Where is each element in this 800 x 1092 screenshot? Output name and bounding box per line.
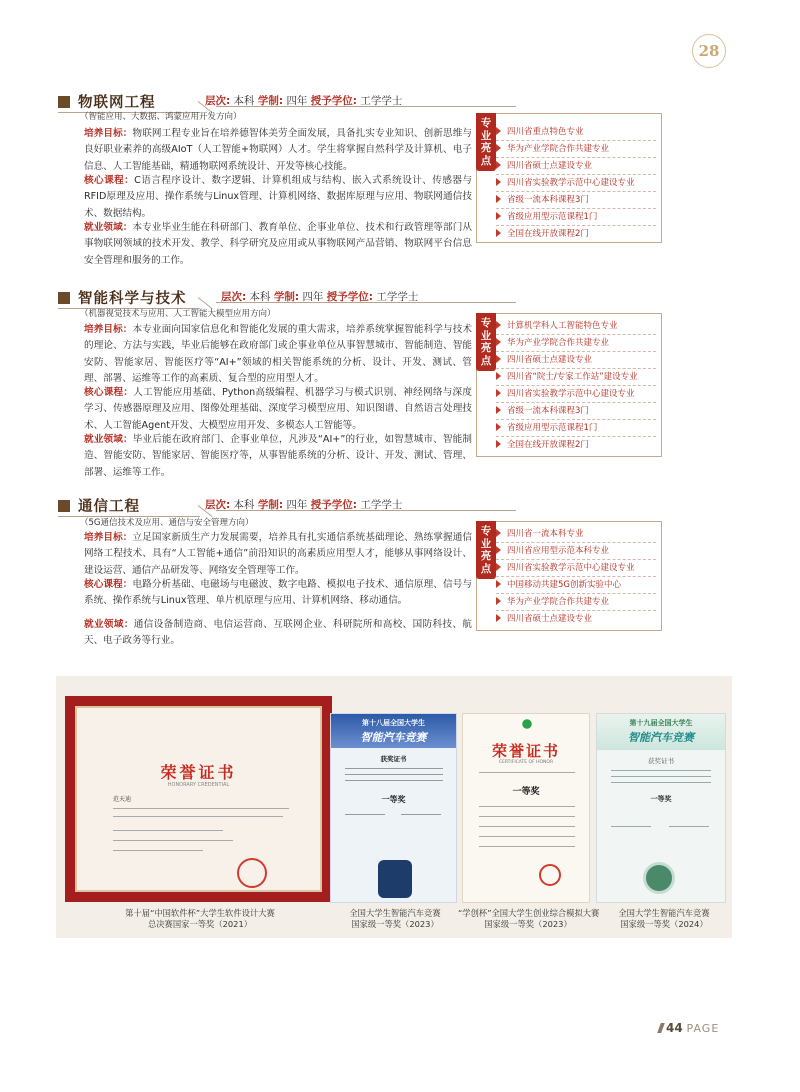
certificate-subtitle: CERTIFICATE OF HONOR (498, 760, 554, 765)
arrow-right-icon (496, 229, 501, 237)
text-line (611, 826, 651, 827)
arrow-right-icon (496, 580, 501, 588)
divider (496, 402, 656, 403)
caption-smart-car-2024: 全国大学生智能汽车竞赛 国家级一等奖（2024） (618, 908, 710, 929)
highlight-item: 全国在线开放课程2门 (496, 438, 589, 451)
arrow-right-icon (496, 195, 501, 203)
highlight-item: 中国移动共建5G创新实验中心 (496, 578, 621, 591)
text-line (479, 806, 575, 807)
highlight-item: 四川省硕士点建设专业 (496, 159, 592, 172)
title-square-icon (58, 96, 70, 108)
logo-mark (513, 718, 541, 730)
arrow-right-icon (496, 529, 501, 537)
certificate-emblem (378, 860, 412, 898)
highlight-item: 四川省一流本科专业 (496, 527, 584, 540)
arrow-right-icon (496, 212, 501, 220)
certificate-recipient: 范天迪 (113, 796, 132, 803)
arrow-right-icon (496, 423, 501, 431)
highlight-item: 四川省“院士/专家工作站”建设专业 (496, 370, 638, 383)
page-marker-icon (657, 1023, 665, 1033)
certificate-line1: 第十八届全国大学生 (362, 719, 425, 727)
arrow-right-icon (496, 389, 501, 397)
text-line (345, 774, 443, 775)
divider (496, 140, 656, 141)
text-line (113, 850, 203, 851)
arrow-right-icon (496, 440, 501, 448)
certificate-prize: 一等奖 (650, 795, 672, 803)
arrow-right-icon (496, 372, 501, 380)
divider (496, 610, 656, 611)
certificate-emblem (643, 862, 675, 894)
highlight-item: 省级一流本科课程3门 (496, 193, 589, 206)
para-courses: 核心课程：人工智能应用基础、Python高级编程、机器学习与模式识别、神经网络与深度学习、传感器原理及应用、图像处理基础、深度学习模型应用、知识图谱、自然语言处理技术、人工智能Agent开发、大模型应用开发、多模态人工智能等。 (84, 387, 473, 431)
certificate-line1: 第十九届全国大学生 (629, 719, 693, 727)
arrow-right-icon (496, 597, 501, 605)
certificate-photo-xuechuang (462, 713, 590, 903)
text-line (479, 846, 575, 847)
highlight-item: 省级应用型示范课程1门 (496, 421, 597, 434)
section-direction: （5G通信技术及应用、通信与安全管理方向） (80, 518, 254, 528)
certificate-photo-smart-car-2023 (330, 713, 457, 903)
divider (496, 174, 656, 175)
section-title: 物联网工程 (78, 95, 156, 111)
highlight-item: 四川省应用型示范本科专业 (496, 544, 609, 557)
text-line (113, 830, 223, 831)
title-square-icon (58, 500, 70, 512)
highlight-item: 四川省硕士点建设专业 (496, 612, 592, 625)
certificate-photo-smart-car-2024 (596, 713, 726, 903)
divider (496, 225, 656, 226)
para-goal: 培养目标：本专业面向国家信息化和智能化发展的重大需求，培养系统掌握智能科学与技术的理论、方法与实践，毕业后能够在政府部门或企事业单位从事智慧城市、智能制造、智能安防、智能家居、智能医疗等“AI+”领域的相关智能系统的分析、设计、开发、测试、管理、部署、运维等工作的高素质、复合型的应用型人才。 (84, 324, 473, 385)
highlight-item: 全国在线开放课程2门 (496, 227, 589, 240)
divider (496, 351, 656, 352)
arrow-right-icon (496, 127, 501, 135)
highlight-item: 四川省实验教学示范中心建设专业 (496, 387, 635, 400)
certificate-line3: 获奖证书 (380, 755, 407, 763)
highlight-item: 四川省实验教学示范中心建设专业 (496, 561, 635, 574)
section-title: 智能科学与技术 (78, 291, 187, 307)
divider (496, 191, 656, 192)
text-line (479, 772, 575, 773)
arrow-right-icon (496, 338, 501, 346)
highlights-tab: 专 业 亮 点 (476, 313, 496, 371)
page-number: 44 PAGE (659, 1021, 719, 1035)
certificate-line3: 获奖证书 (648, 757, 674, 765)
divider (496, 593, 656, 594)
arrow-right-icon (496, 355, 501, 363)
text-line (345, 814, 385, 815)
certificate-line2: 智能汽车竞赛 (360, 731, 427, 744)
text-line (611, 770, 711, 771)
text-line (345, 768, 443, 769)
para-courses: 核心课程：C语言程序设计、数字逻辑、计算机组成与结构、嵌入式系统设计、传感器与RFID原理及应用、操作系统与Linux管理、计算机网络、数据库原理与应用、物联网通信技术、数据结构。 (84, 175, 472, 219)
section-meta: 层次: 本科 学制: 四年 授予学位: 工学学士 (205, 95, 403, 107)
certificate-subtitle: HONORARY CREDENTIAL (167, 782, 230, 788)
divider (496, 157, 656, 158)
highlight-item: 华为产业学院合作共建专业 (496, 336, 609, 349)
para-goal: 培养目标：立足国家新质生产力发展需要，培养具有扎实通信系统基础理论、熟练掌握通信网络工程技术、具有“人工智能+通信”前沿知识的高素质应用型人才，能够从事网络设计、建设运营、通信产品研发等、网络安全管理等工作。 (84, 532, 473, 576)
arrow-right-icon (496, 563, 501, 571)
text-line (401, 814, 441, 815)
certificate-prize: 一等奖 (381, 795, 406, 804)
para-employment: 就业领域：通信设备制造商、电信运营商、互联网企业、科研院所和高校、国防科技、航天、电子政务等行业。 (84, 619, 473, 647)
seal-stamp (539, 864, 561, 886)
highlights-tab: 专 业 亮 点 (476, 521, 496, 579)
divider (496, 334, 656, 335)
certificate-paper (75, 706, 322, 892)
section-meta: 层次: 本科 学制: 四年 授予学位: 工学学士 (205, 499, 403, 511)
anniversary-logo (692, 34, 726, 68)
section-direction: （智能应用、大数据、鸿蒙应用开发方向） (80, 112, 242, 122)
divider (496, 542, 656, 543)
para-employment: 就业领域：毕业后能在政府部门、企事业单位，凡涉及“AI+”的行业，如智慧城市、智能制造、智能安防、智能家居、智能医疗等，从事智能系统的分析、设计、开发、测试、管理、部署、运维等工作。 (84, 434, 472, 478)
certificate-prize: 一等奖 (512, 787, 540, 797)
caption-smart-car-2023: 全国大学生智能汽车竞赛 国家级一等奖（2023） (349, 908, 441, 929)
divider (496, 368, 656, 369)
arrow-right-icon (496, 406, 501, 414)
divider (496, 436, 656, 437)
divider (496, 559, 656, 560)
certificate-title: 荣誉证书 (491, 742, 560, 760)
para-employment: 就业领域：本专业毕业生能在科研部门、教育单位、企事业单位、技术和行政管理等部门从事物联网领域的技术开发、教学、科学研究及应用或从事物联网产品营销、物联网平台信息安全管理和服务的工作。 (84, 222, 473, 266)
seal-stamp (237, 858, 267, 888)
highlights-tab: 专 业 亮 点 (476, 113, 496, 171)
arrow-right-icon (496, 614, 501, 622)
arrow-right-icon (496, 161, 501, 169)
arrow-right-icon (496, 321, 501, 329)
section-meta: 层次: 本科 学制: 四年 授予学位: 工学学士 (221, 291, 419, 303)
text-line (113, 816, 283, 817)
text-line (113, 808, 289, 809)
highlight-item: 华为产业学院合作共建专业 (496, 595, 609, 608)
highlight-item: 四川省重点特色专业 (496, 125, 584, 138)
text-line (611, 782, 711, 783)
section-direction: （机器视觉技术与应用、人工智能大模型应用方向） (80, 309, 276, 319)
text-line (345, 780, 443, 781)
highlight-item: 华为产业学院合作共建专业 (496, 142, 609, 155)
divider (496, 576, 656, 577)
section-title-bar (58, 497, 658, 517)
text-line (479, 826, 575, 827)
certificate-line2: 智能汽车竞赛 (628, 731, 694, 744)
highlight-item: 四川省实验教学示范中心建设专业 (496, 176, 635, 189)
arrow-right-icon (496, 546, 501, 554)
arrow-right-icon (496, 144, 501, 152)
text-line (113, 840, 233, 841)
text-line (479, 836, 575, 837)
divider (496, 419, 656, 420)
caption-software-cup: 第十届“中国软件杯”大学生软件设计大赛 总决赛国家一等奖（2021） (125, 908, 275, 929)
text-line (479, 816, 575, 817)
text-line (611, 776, 711, 777)
text-line (669, 826, 709, 827)
para-courses: 核心课程：电路分析基础、电磁场与电磁波、数字电路、模拟电子技术、通信原理、信号与系统、操作系统与Linux管理、单片机原理与应用、计算机网络、移动通信。 (84, 579, 473, 607)
highlight-item: 省级一流本科课程3门 (496, 404, 589, 417)
section-title: 通信工程 (78, 499, 140, 515)
divider (496, 208, 656, 209)
certificate-photo-software-cup (65, 696, 332, 902)
highlight-item: 计算机学科人工智能特色专业 (496, 319, 618, 332)
title-square-icon (58, 292, 70, 304)
certificate-title: 荣誉证书 (160, 763, 237, 782)
highlight-item: 四川省硕士点建设专业 (496, 353, 592, 366)
para-goal: 培养目标：物联网工程专业旨在培养德智体美劳全面发展，具备扎实专业知识、创新思维与良好职业素养的高级AIoT（人工智能+物联网）人才。学生将掌握自然科学及计算机、电子信息、人工智能基础，精通物联网系统设计、开发等核心技能。 (84, 128, 473, 172)
anniversary-number: 28 (698, 42, 720, 60)
highlight-item: 省级应用型示范课程1门 (496, 210, 597, 223)
arrow-right-icon (496, 178, 501, 186)
caption-xuechuang: “学创杯”全国大学生创业综合模拟大赛 国家级一等奖（2023） (458, 908, 600, 929)
divider (496, 385, 656, 386)
section-title-bar (58, 289, 658, 309)
